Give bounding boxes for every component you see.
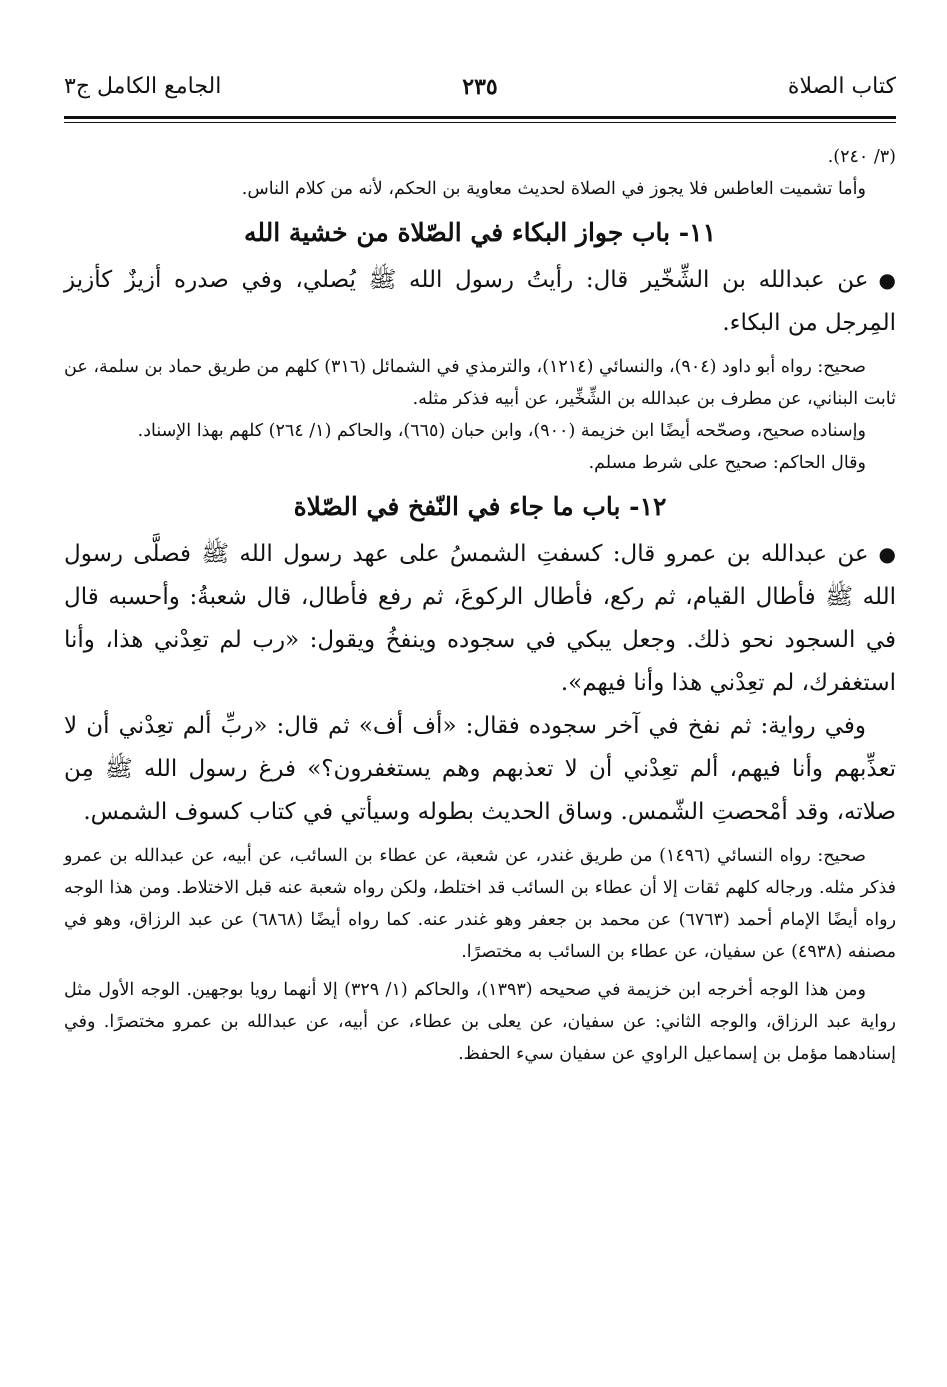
intro-paragraph: وأما تشميت العاطس فلا يجوز في الصلاة لحديث معاوية بن الحكم، لأنه من كلام الناس. <box>241 179 866 199</box>
section-12-hadith-text: عن عبدالله بن عمرو قال: كسفتِ الشمسُ على عهد رسول الله ﷺ فصلَّى رسول الله ﷺ فأطال القيام، ثم ركع، فأطال الركوعَ، ثم رفع فأطال، قال شعبةُ: وأحسبه قال في السجود نحو ذلك. وجعل يبكي في سجوده وينفخُ ويقول: «رب لم تعِدْني هذا، وأنا استغفرك، لم تعِدْني هذا وأنا فيهم». <box>64 541 896 696</box>
section-12-takhrij-1: صحيح: رواه النسائي (١٤٩٦) من طريق غندر، عن شعبة، عن عطاء بن السائب، عن أبيه، عن عبدالله بن عمرو فذكر مثله. ورجاله كلهم ثقات إلا أن عطاء بن السائب قد اختلط، ولكن رواه شعبة عنه قبل الاختلاط. ومن هذا الوجه رواه أيضًا الإمام أحمد (٦٧٦٣) عن محمد بن جعفر وهو غندر عنه. كما رواه أيضًا (٦٨٦٨) عن عبد الرزاق، وهو في مصنفه (٤٩٣٨) عن سفيان، عن عطاء بن السائب به مختصرًا. <box>64 846 897 962</box>
page-number: ٢٣٥ <box>462 74 498 100</box>
section-12-riwaya: وفي رواية: ثم نفخ في آخر سجوده فقال: «أف أف» ثم قال: «ربِّ ألم تعِدْني أن لا تعذِّبهم وأنا فيهم، ألم تعِدْني أن لا تعذبهم وهم يستغفرون؟» فرغ رسول الله ﷺ مِن صلاته، وقد أمْحصتِ الشّمس. وساق الحديث بطوله وسيأتي في كتاب كسوف الشمس. <box>64 713 896 825</box>
header-rule-thick <box>64 116 896 119</box>
section-11-hadith <box>64 259 896 345</box>
bullet-icon: ● <box>878 268 896 292</box>
section-12-heading: ١٢- باب ما جاء في النّفخ في الصّلاة <box>293 492 667 521</box>
bullet-icon: ● <box>878 542 896 566</box>
section-12-takhrij-2: ومن هذا الوجه أخرجه ابن خزيمة في صحيحه (١٣٩٣)، والحاكم (١/ ٣٢٩) إلا أنهما رويا بوجهين. الوجه الأول مثل رواية عبد الرزاق، والوجه الثاني: عن سفيان، عن يعلى بن عطاء، عن أبيه، عن عبدالله بن عمرو مختصرًا. وفي إسنادهما مؤمل بن إسماعيل الراوي عن سفيان سيء الحفظ. <box>64 980 896 1064</box>
book-volume-title: الجامع الكامل ج٣ <box>64 74 222 99</box>
chapter-title: كتاب الصلاة <box>787 74 896 99</box>
section-11-heading: ١١- باب جواز البكاء في الصّلاة من خشية الله <box>243 218 717 247</box>
section-11-hadith-text: عن عبدالله بن الشِّخّير قال: رأيتُ رسول الله ﷺ يُصلي، وفي صدره أزيزٌ كأزيز المِرجل من البكاء. <box>64 267 896 336</box>
book-page <box>64 70 896 1070</box>
section-12-hadith <box>64 533 896 705</box>
section-11-takhrij-1: صحيح: رواه أبو داود (٩٠٤)، والنسائي (١٢١٤)، والترمذي في الشمائل (٣١٦) كلهم من طريق حماد بن سلمة، عن ثابت البناني، عن مطرف بن عبدالله بن الشِّخِّير، عن أبيه فذكر مثله. <box>64 357 896 409</box>
reference-line: (٣/ ٢٤٠). <box>827 147 896 167</box>
section-11-takhrij-2: وإسناده صحيح، وصحّحه أيضًا ابن خزيمة (٩٠٠)، وابن حبان (٦٦٥)، والحاكم (١/ ٢٦٤) كلهم بهذا الإسناد. <box>137 421 866 441</box>
section-11-takhrij-3: وقال الحاكم: صحيح على شرط مسلم. <box>588 453 866 473</box>
running-header <box>64 70 896 110</box>
